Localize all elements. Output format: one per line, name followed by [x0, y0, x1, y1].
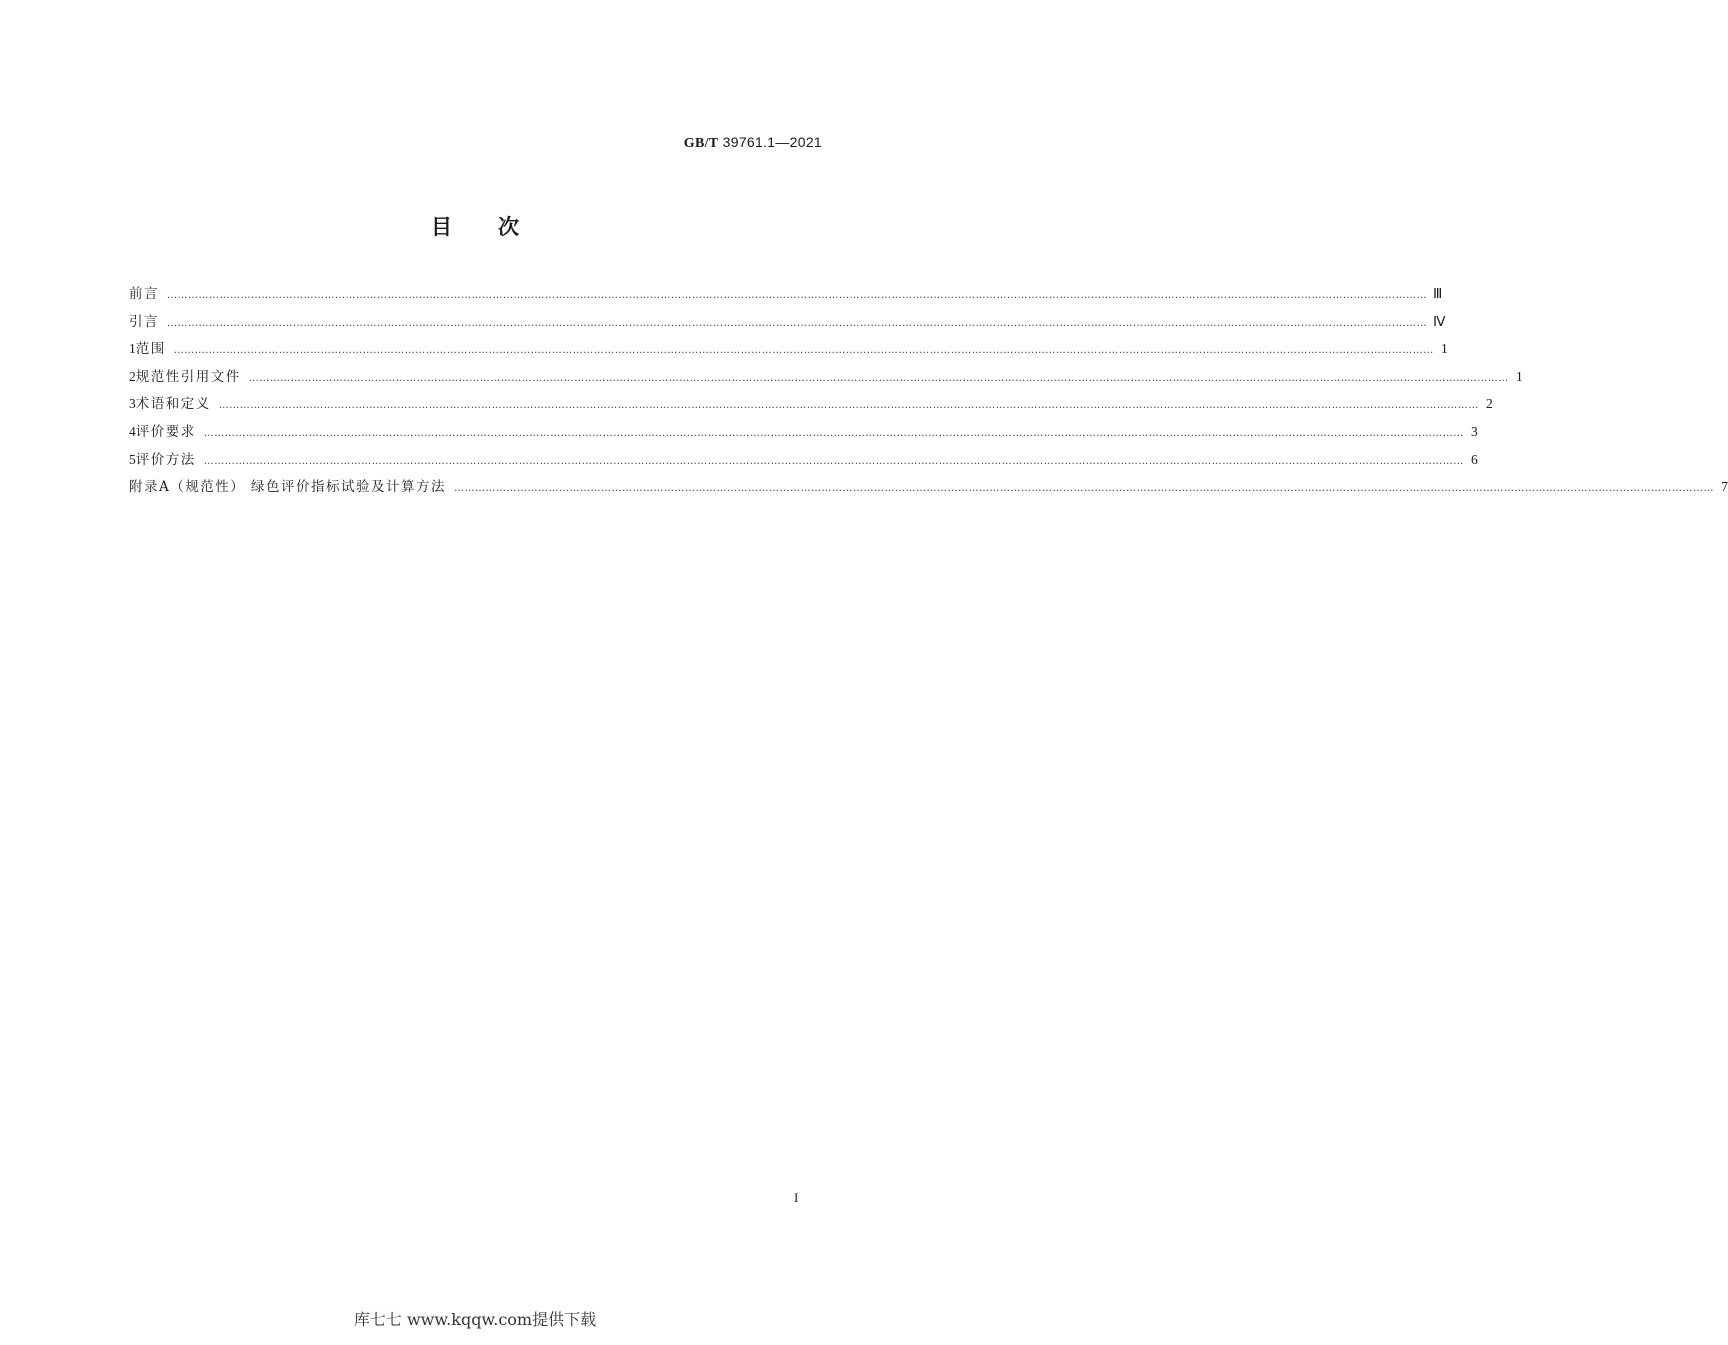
- download-watermark: 库七七 www.kqqw.com提供下载: [353, 1310, 597, 1329]
- toc-entry-page: Ⅲ: [1433, 286, 1443, 301]
- toc-entry-label: 前言: [129, 286, 159, 302]
- toc-entry-label: 附录A（规范性） 绿色评价指标试验及计算方法: [129, 479, 447, 496]
- toc-dot-leader: ………………………………………………………………………………………………………………………………………………………………………………………………………………………………………………………………………………………………………………………………: [203, 455, 1464, 467]
- toc-dot-leader: ………………………………………………………………………………………………………………………………………………………………………………………………………………………………………………………………………………………………………………………………: [218, 400, 1479, 412]
- toc-dot-leader: ………………………………………………………………………………………………………………………………………………………………………………………………………………………………………………………………………………………………………………………………: [454, 483, 1715, 495]
- toc-entry-evaluation-requirements[interactable]: [129, 420, 1478, 448]
- toc-entry-foreword[interactable]: [129, 282, 1443, 310]
- page-number: I: [794, 1190, 799, 1205]
- toc-entry-page: 7: [1721, 479, 1728, 495]
- toc-entry-number: 3: [129, 396, 136, 412]
- toc-entry-label: 规范性引用文件: [135, 368, 241, 385]
- toc-dot-leader: ………………………………………………………………………………………………………………………………………………………………………………………………………………………………………………………………………………………………………………………………: [203, 427, 1464, 439]
- standard-code: [684, 134, 822, 152]
- toc-entry-number: 1: [129, 341, 136, 357]
- toc-entry-scope[interactable]: [129, 337, 1448, 365]
- toc-entry-introduction[interactable]: [129, 310, 1446, 338]
- toc-entry-label: 术语和定义: [135, 396, 211, 413]
- page-title: 目次: [431, 215, 565, 239]
- toc-entry-evaluation-methods[interactable]: [129, 448, 1478, 476]
- toc-entry-normative-references[interactable]: [129, 365, 1523, 393]
- toc-entry-label: 评价方法: [135, 451, 196, 468]
- toc-entry-label: 引言: [129, 313, 159, 330]
- toc-dot-leader: ………………………………………………………………………………………………………………………………………………………………………………………………………………………………………………………………………………………………………………………………: [167, 317, 1427, 329]
- toc-entry-annex-a[interactable]: [129, 475, 1728, 503]
- toc-entry-page: 6: [1471, 451, 1478, 467]
- toc-entry-label: 范围: [135, 341, 166, 358]
- toc-entry-number: 2: [129, 368, 136, 384]
- table-of-contents: [129, 282, 1728, 503]
- toc-entry-page: 3: [1471, 423, 1478, 439]
- toc-entry-page: 1: [1516, 368, 1523, 384]
- toc-entry-page: 2: [1486, 396, 1493, 412]
- toc-entry-page: Ⅳ: [1433, 313, 1446, 329]
- toc-entry-number: 5: [129, 451, 136, 467]
- toc-dot-leader: ………………………………………………………………………………………………………………………………………………………………………………………………………………………………………………………………………………………………………………………………: [173, 345, 1434, 357]
- toc-entry-number: 4: [129, 423, 136, 439]
- standard-prefix: GB/T: [683, 136, 719, 151]
- toc-entry-page: 1: [1441, 341, 1448, 357]
- toc-dot-leader: ………………………………………………………………………………………………………………………………………………………………………………………………………………………………………………………………………………………………………………………………: [248, 372, 1509, 384]
- standard-number: 39761.1—2021: [722, 134, 822, 150]
- toc-dot-leader: ………………………………………………………………………………………………………………………………………………………………………………………………………………………………………………………………………………………………………………………………: [167, 290, 1427, 301]
- toc-entry-terms-definitions[interactable]: [129, 392, 1493, 420]
- toc-entry-label: 评价要求: [135, 423, 196, 440]
